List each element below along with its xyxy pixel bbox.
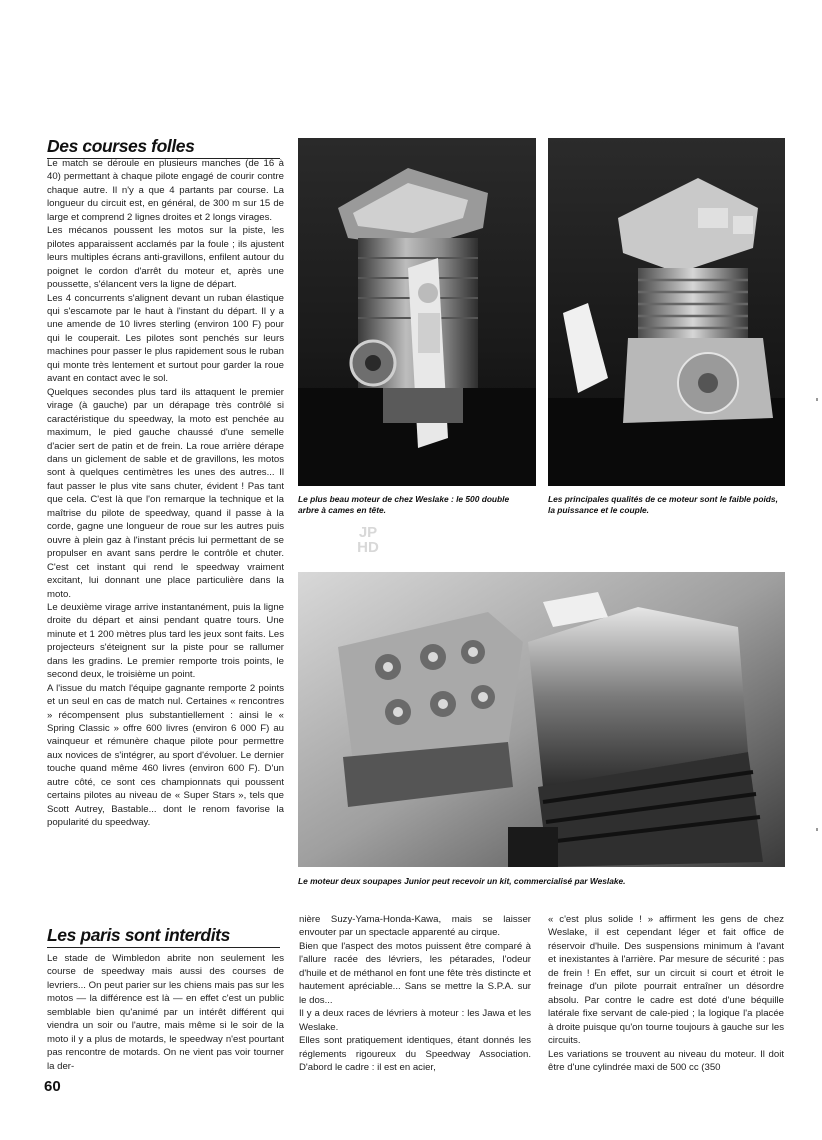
paragraph: Le deuxième virage arrive instantanément, puis la ligne droite du départ et ainsi pendant quatre tours. Une minute et 1 200 mètres plus tard les jeux sont faits. Les projecteurs s'éteignent sur la piste pour se rallumer dans les gradins. Le premier remporte trois points, le second deux, le troisième un point. [47, 601, 284, 681]
section-heading-courses: Des courses folles [47, 136, 280, 159]
paragraph: Le match se déroule en plusieurs manches (de 16 à 40) permettant à chaque pilote engagé de courir contre chaque autre. Il n'y a que 4 partants par course. La longueur du circuit est, en général, de 300 m sur 15 de large et comprend 2 lignes droites et 2 longs virages. [47, 158, 284, 223]
page-number: 60 [44, 1078, 61, 1095]
engine-illustration [298, 572, 785, 867]
paragraph: Les 4 concurrents s'alignent devant un ruban élastique qui s'escamote par le haut à l'instant du départ. Il y a une amende de 10 livres sterling (environ 100 F) pour qui le couperait. Les pilotes sont penchés sur leurs machines pour passer le plus rapidement sous le ruban qui monte très lentement et surtout pour garder la roue avant en contact avec le sol. [47, 292, 284, 385]
paragraph: Quelques secondes plus tard ils attaquent le premier virage (à gauche) par un dérapage très contrôlé si caractéristique du speedway, la moto est penchée au maximum, le pied gauche chaussé d'une semelle d'acier sert de patin et de frein. La roue arrière dérape dans un giclement de sable et de gravillons, les motos sont à quelques centimètres les unes des autres... Il faut passer le plus vite sans chuter, évident ! Pas tant que cela. C'est là que l'on remarque la technique et la maîtrise du pilote de speedway, quand il passe à la corde, gagne une longueur de roue sur les autres puis ouvre à plein gaz à l'instant précis lui permettant de se propulser en avant sans perdre le contrôle et chuter. C'est cet instant qui rend le speedway vraiment excitant, lui donnant une place particulière dans la moto. [47, 386, 284, 600]
watermark-logo [338, 525, 398, 555]
photo-caption-qualities: Les principales qualités de ce moteur sont le faible poids, la puissance et le couple. [548, 494, 778, 515]
engine-illustration [298, 138, 536, 486]
photo-caption-junior: Le moteur deux soupapes Junior peut recevoir un kit, commercialisé par Weslake. [298, 876, 626, 886]
paragraph: Elles sont pratiquement identiques, étant donnés les réglements rigoureux du Speedway Association. D'abord le cadre : il est en acier, [299, 1035, 531, 1073]
engine-photo-junior [298, 572, 785, 867]
paragraph: nière Suzy-Yama-Honda-Kawa, mais se laisser envouter par un spectacle apparenté au cirque. [299, 914, 531, 939]
paragraph: Bien que l'aspect des motos puissent être comparé à l'allure racée des lévriers, les pétarades, l'odeur d'huile et de méthanol en font une fête très distincte et hautement apréciable... Sans se mettre la S.P.A. sur le dos... [299, 940, 531, 1006]
watermark-line: JP [358, 524, 378, 541]
paragraph: Il y a deux races de lévriers à moteur : les Jawa et les Weslake. [299, 1008, 531, 1033]
photo-caption-500: Le plus beau moteur de chez Weslake : le 500 double arbre à cames en tête. [298, 494, 510, 515]
engine-photo-side [548, 138, 785, 486]
edge-mark [816, 828, 818, 831]
paragraph: « c'est plus solide ! » affirment les gens de chez Weslake, il est cependant léger et fait office de réservoir d'huile. Des suspensions minimum à l'avant et inexistantes à l'arrière. Par mesure de sécurité : pas de frein ! En effet, sur un circuit si court et étroit le freinage d'un pilote pourrait entraîner un désordre absolu. Par contre le cadre est doté d'une béquille latérale fixe servant de cale-pied ; la logique l'a placée à droite puisque qu'on tourne toujours à gauche sur les circuits. [548, 914, 784, 1047]
section2-col3 [548, 913, 784, 1074]
section2-col1 [47, 952, 284, 1073]
paragraph: Les variations se trouvent au niveau du moteur. Il doit être d'une cylindrée maxi de 500 cc (350 [548, 1048, 784, 1073]
section2-col2 [299, 913, 531, 1074]
section-heading-paris: Les paris sont interdits [47, 925, 280, 948]
edge-mark [816, 398, 818, 401]
engine-illustration [548, 138, 785, 486]
section1-body [47, 157, 284, 830]
paragraph: A l'issue du match l'équipe gagnante remporte 2 points et un seul en cas de match nul. Certaines « rencontres » récompensent plus substantiellement : ainsi le « Spring Classic » offre 600 livres (environ 6 000 F) au vainqueur et rémunère chaque pilote pour permettre aux novices de s'intégrer, au sport d'évoluer. Le dernier touche quand même 460 livres (environ 600 F). D'un autre côté, ce sont ces championnats qui poussent certains pilotes au niveau de « Super Stars », tels que Scott Autrey, Bastable... dont le renom favorise la popularité du speedway. [47, 682, 284, 829]
engine-photo-500 [298, 138, 536, 486]
watermark-line: HD [357, 539, 379, 556]
paragraph: Les mécanos poussent les motos sur la piste, les pilotes apparaissent acclamés par la foule ; ils ajustent leurs multiples écrans anti-gravillons, enfilent autour du poignet le cordon d'arrêt du moteur et, après une poussette, s'élancent vers la ligne de départ. [47, 225, 284, 291]
paragraph: Le stade de Wimbledon abrite non seulement les course de speedway mais aussi des courses de levriers... On peut parier sur les chiens mais pas sur les motos — la différence est là — en effet c'est un public semblable bien qu'animé par un intérêt différent qui viendra un soir ou l'autre, mais même si le soir de la moto il y a plus de motards, le speedway n'est pourtant pas rencontre de motards. On ne vient pas voir tourner la der- [47, 953, 284, 1072]
